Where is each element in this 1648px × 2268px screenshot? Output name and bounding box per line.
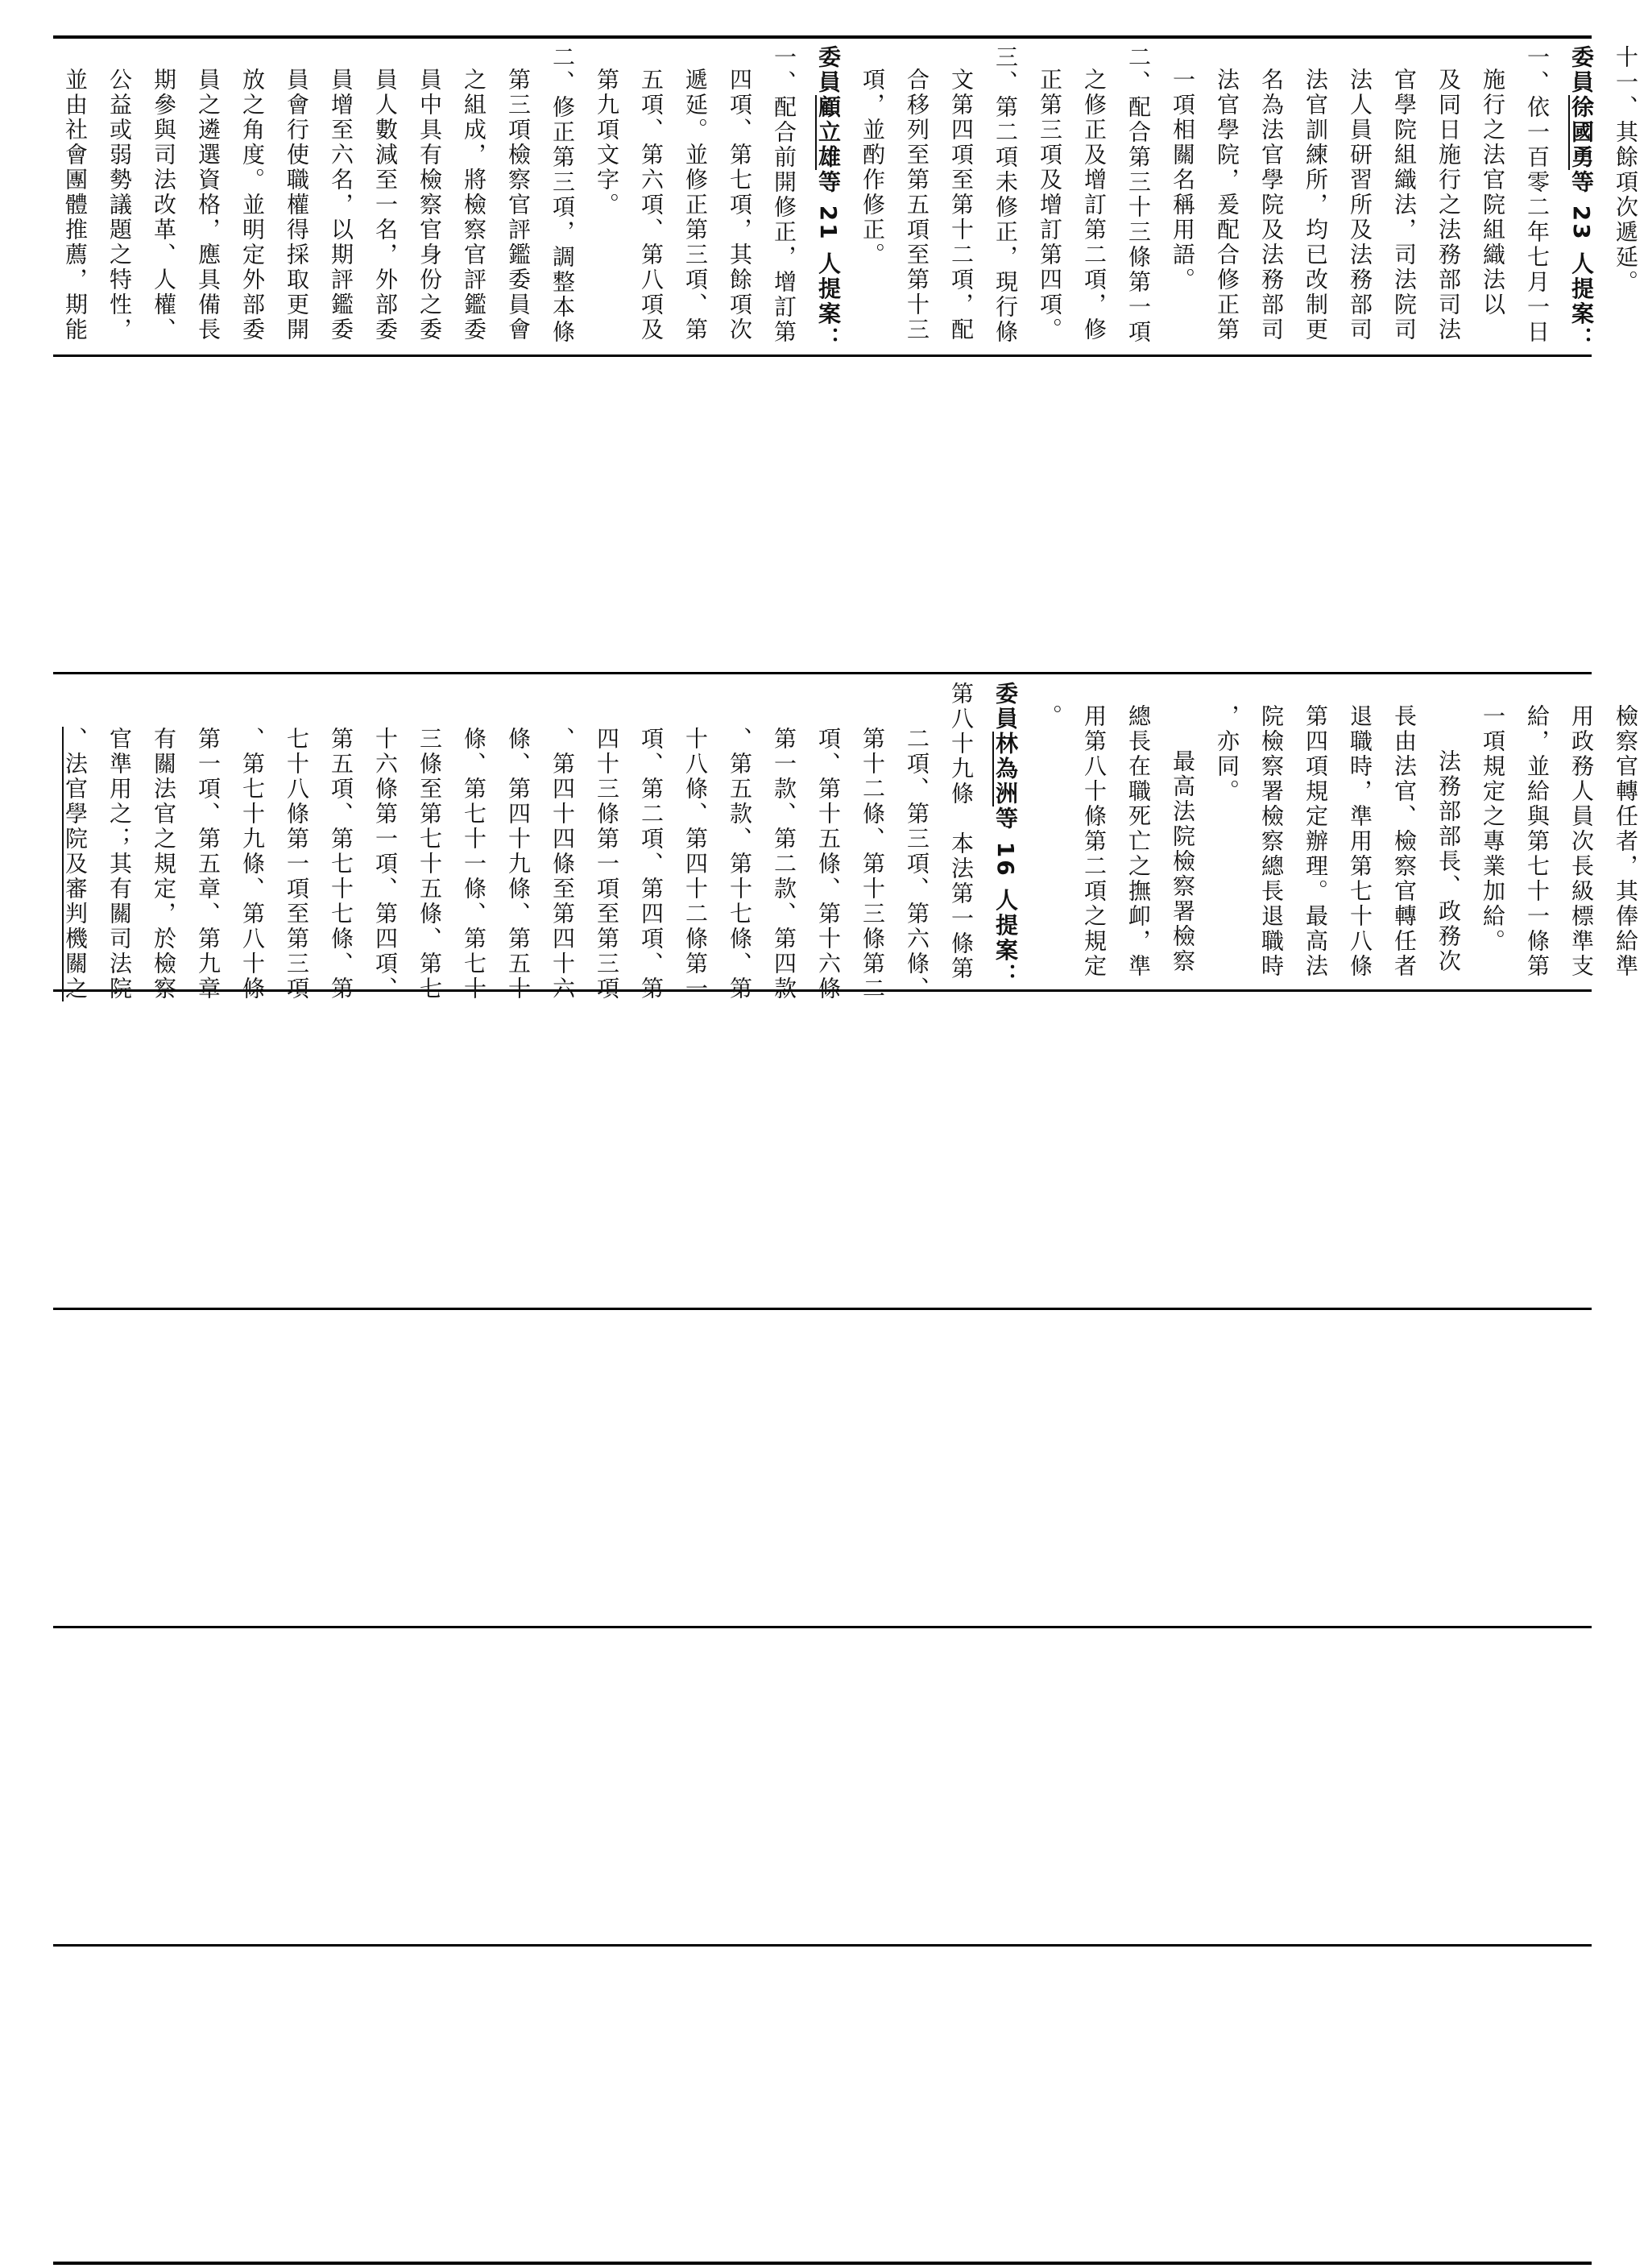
heading-prefix: 委員 [992,682,1019,732]
text-line: 一、依一百零二年七月一日 [1524,45,1551,345]
text-line: 第一項、第五章、第九章 [195,727,222,1001]
rule-1 [53,355,1592,357]
heading-prefix: 委員 [815,45,842,95]
text-line: 總長在職死亡之撫卹，準 [1125,704,1152,979]
text-line: 四項、第七項，其餘項次 [727,68,753,342]
text-line: 員增至六名，以期評鑑委 [328,68,354,342]
vertical-text-column-2 [53,682,1648,1001]
text-line: 五項、第六項、第八項及 [638,68,665,342]
text-line: 第五項、第七十七條、第 [328,727,354,1001]
text-band-2 [53,682,1639,1001]
text-line: 條、第四十九條、第五十 [505,727,532,1001]
text-line: 之組成，將檢察官評鑑委 [461,68,487,342]
heading-suffix: 等 16 人提案： [992,806,1019,989]
text-line: 最高法院檢察署檢察 [1170,749,1196,974]
text-line: 三、第二項未修正，現行條 [992,45,1019,345]
vertical-text-column-1 [53,45,1648,351]
text-line: 二、配合第三十三條第一項 [1125,45,1152,345]
text-line: 名為法官學院及法務部司 [1258,68,1285,342]
text-line: 用政務人員次長級標準支 [1568,704,1595,979]
rule-4 [53,1308,1592,1310]
text-band-1 [53,45,1639,352]
text-line: 正第三項及增訂第四項。 [1037,68,1063,342]
rule-5 [53,1626,1592,1628]
text-line: 員之遴選資格，應具備長 [195,68,222,342]
text-line: 院檢察署檢察總長退職時 [1258,704,1285,979]
text-line: 四十三條第一項至第三項 [594,727,620,1001]
text-line: 十八條、第四十二條第一 [682,727,709,1001]
text-line: 官準用之；其有關司法院 [106,727,133,1001]
text-line: 項，並酌作修正。 [859,68,886,267]
text-line: 、第五款、第十七條、第 [727,727,753,1001]
rule-2 [53,672,1592,674]
empty-band-3 [53,999,1592,1305]
text-line: 條、第七十一條、第七十 [461,727,487,1001]
text-line: 。 [1037,704,1063,729]
text-line: 第十二條、第十三條第二 [859,727,886,1001]
text-line: 第三項檢察官評鑑委員會 [505,68,532,342]
text-line: 員中具有檢察官身份之委 [416,68,443,342]
text-line: 及同日施行之法務部司法 [1435,68,1462,342]
text-line: 一、配合前開修正，增訂第 [771,45,797,345]
text-line: 第四項規定辦理。最高法 [1302,704,1329,979]
text-line: 員人數減至一名，外部委 [372,68,399,342]
legislator-name: 顧立雄 [815,95,842,170]
proposal-heading [983,682,1028,988]
bottom-rule [53,2262,1592,2265]
text-line: 十一、其餘項次遞延。 [1613,45,1639,295]
text-line: 檢察官轉任者，其俸給準 [1613,704,1639,979]
text-line: 施行之法官院組織法以 [1480,68,1506,317]
text-line: 放之角度。並明定外部委 [239,68,266,342]
heading-suffix: 等 21 人提案： [815,170,842,352]
text-line: 、第四十四條至第四十六 [549,727,576,1001]
text-line: 文第四項至第十二項，配 [948,68,975,342]
text-line: 三條至第七十五條、第七 [416,727,443,1001]
top-rule [53,35,1592,39]
text-line: 法官學院，爰配合修正第 [1214,68,1240,342]
text-line: 法務部部長、政務次 [1435,749,1462,974]
text-line: 退職時，準用第七十八條 [1347,704,1373,979]
text-line: 之修正及增訂第二項，修 [1081,68,1108,342]
heading-suffix: 等 23 人提案： [1568,170,1595,352]
text-line: 二項、第三項、第六條、 [904,727,930,1001]
legislator-name: 林為洲 [992,732,1019,806]
text-line: 二、修正第三項，調整本條 [549,45,576,345]
proposal-heading [1559,45,1604,351]
empty-band-5 [53,1636,1592,1942]
text-line: 合移列至第五項至第十三 [904,68,930,342]
empty-band-6 [53,1954,1592,2260]
text-line: 一項相關名稱用語。 [1170,68,1196,292]
text-line: 項、第十五條、第十六條 [815,727,842,1001]
text-line: 遞延。並修正第三項、第 [682,68,709,342]
text-line: 、第七十九條、第八十條 [239,727,266,1001]
legislator-name: 徐國勇 [1568,95,1595,170]
text-line: 七十八條第一項至第三項 [284,727,310,1001]
text-line: 官學院組織法，司法院司 [1391,68,1418,342]
text-line: 一項規定之專業加給。 [1480,704,1506,954]
text-line: 長由法官、檢察官轉任者 [1391,704,1418,979]
text-line: 給，並給與第七十一條第 [1524,704,1551,979]
text-line: 用第八十條第二項之規定 [1081,704,1108,979]
rule-6 [53,1944,1592,1947]
text-line: 第九項文字。 [594,68,620,218]
text-line: 員會行使職權得採取更開 [284,68,310,342]
text-line: 十六條第一項、第四項、 [372,727,399,1001]
text-line: 法官訓練所，均已改制更 [1302,68,1329,342]
text-line: ，亦同。 [1214,704,1240,804]
proposal-heading [806,45,851,351]
text-line: 第一款、第二款、第四款 [771,727,797,1001]
empty-band-4 [53,1317,1592,1623]
text-line: 項、第二項、第四項、第 [638,727,665,1001]
text-line: 期參與司法改革、人權、 [151,68,177,342]
text-line: 公益或弱勢議題之特性， [106,68,133,342]
text-line: 、法官學院及審判機關之 [62,727,89,1001]
text-line: 法人員研習所及法務部司 [1347,68,1373,342]
heading-prefix: 委員 [1568,45,1595,95]
text-line: 有關法官之規定，於檢察 [151,727,177,1001]
text-line: 第八十九條 本法第一條第 [948,682,975,981]
text-line: 並由社會團體推薦，期能 [62,68,89,342]
